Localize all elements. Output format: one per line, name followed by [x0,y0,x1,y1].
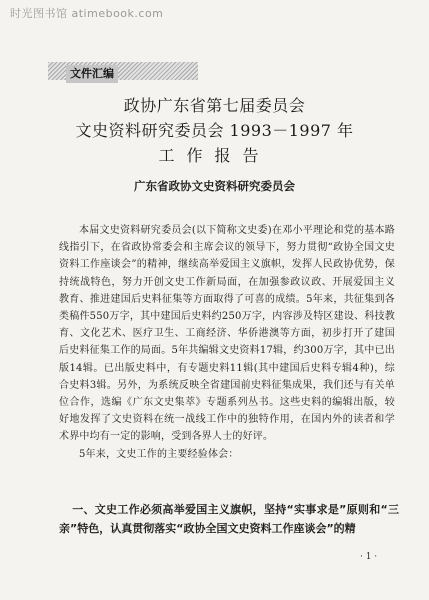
page-number: · 1 · [360,552,378,562]
organization-name: 广东省政协文史资料研究委员会 [134,179,295,193]
paragraph-1: 本届文史资料研究委员会(以下简称文史委)在邓小平理论和党的基本路线指引下，在省政协常委会和主席会议的领导下，努力贯彻“政协全国文史资料工作座谈会”的精神，继续高举爱国主义旗帜，发挥人民政协优势，保持统战特色，努力开创文史工作新局面，在加强参政议政、开展爱国主义教育、推进建国后史料征集等方面取得了可喜的成绩。5年来，共征集到各类稿件550万字，其中建国后史料约250万字，内容涉及特区建设、科技教育、文化艺术、医疗卫生、工商经济、华侨港澳等方面，初步打开了建国后史料征集工作的局面。5年共编辑文史资料17辑，约300万字，其中已出版14辑。已出版史料中，有专题史料11辑(其中建国后史料专辑4种)，综合史料3辑。另外，为系统反映全省建国前史料征集成果，我们还与有关单位合作，选编《广东文史集萃》专题系列丛书。这些史料的编辑出版，较好地发挥了文史资料在统一战线工作中的独特作用，在国内外的读者和学术界中均有一定的影响，受到各界人士的好评。 [59,225,395,443]
bold-heading [59,500,399,538]
bold-heading-text: 一、文史工作必须高举爱国主义旗帜，坚持“实事求是”原则和“三亲”特色，认真贯彻落实“政协全国文史资料工作座谈会”的精 [59,503,399,535]
title-line-1: 政协广东省第七届委员会 [123,96,306,115]
section-tag [48,62,198,80]
title-line-3: 工作报告 [158,146,271,165]
paragraph-2: 5年来，文史工作的主要经验体会： [79,448,239,460]
watermark-text: 时光图书馆 atimebook.com [10,7,164,20]
body-text [59,222,395,463]
title-line-2: 文史资料研究委员会 1993－1997 年 [75,121,354,140]
section-tag-label: 文件汇编 [66,65,118,83]
